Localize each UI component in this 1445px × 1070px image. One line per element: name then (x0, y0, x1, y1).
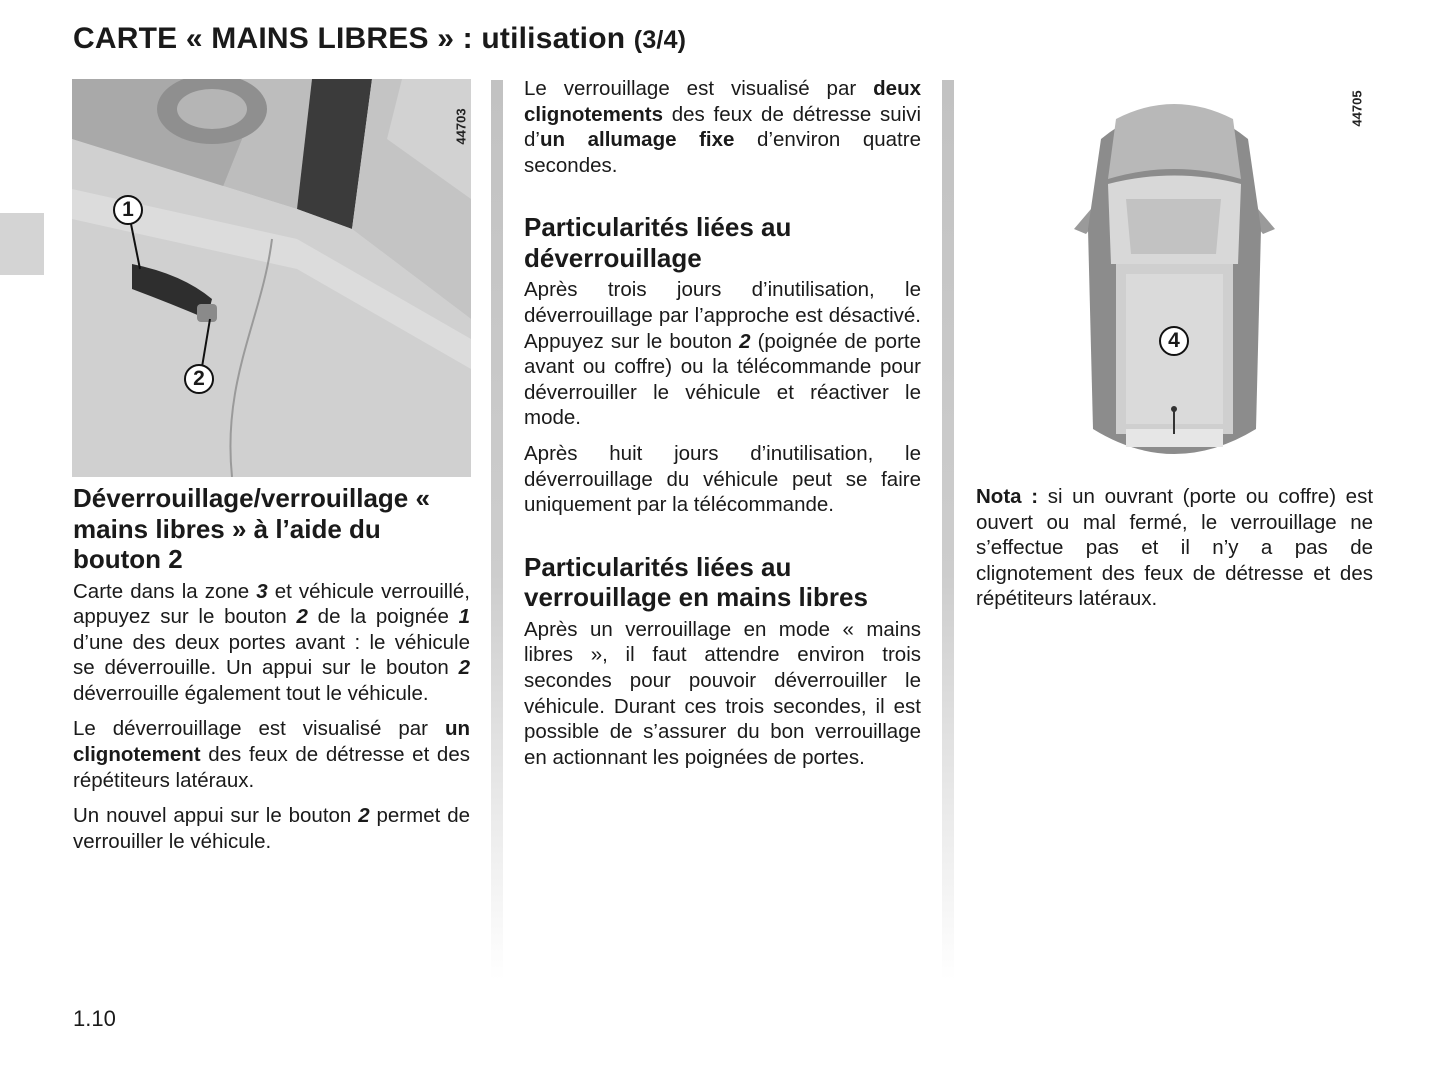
page-number: 1.10 (73, 1006, 116, 1031)
paragraph: Carte dans la zone 3 et véhicule verrouillé, appuyez sur le bouton 2 de la poignée 1 d’une des deux portes avant : le véhicule se déverrouille. Un appui sur le bouton 2 déverrouille également tout le véhicule. (73, 579, 470, 705)
callout-1: 1 (113, 195, 143, 225)
page-title (73, 22, 686, 56)
column-2 (524, 76, 921, 780)
figure-code: 44705 (1349, 90, 1365, 127)
callout-4: 4 (1159, 326, 1189, 356)
column-divider-2 (942, 80, 954, 980)
callout-2: 2 (184, 364, 214, 394)
column-divider-1 (491, 80, 503, 980)
column-3 (976, 484, 1373, 622)
car-top-view-illustration (976, 79, 1373, 477)
car-top-view-drawing (976, 79, 1373, 477)
nota-paragraph: Nota : si un ouvrant (porte ou coffre) est ouvert ou mal fermé, le verrouillage ne s’effectue pas et il n’y a pas de clignotement des feux de détresse et des répétiteurs latéraux. (976, 485, 1374, 611)
figure-code: 44703 (453, 108, 469, 145)
section-heading: Particularités liées au verrouillage en mains libres (524, 551, 868, 613)
nota-label: Nota : (976, 485, 1039, 508)
page-title-main: CARTE « MAINS LIBRES » : utilisation (73, 22, 626, 55)
section-heading: Déverrouillage/verrouillage « mains libres » à l’aide du bouton 2 (73, 483, 430, 574)
paragraph: Après trois jours d’inutilisation, le déverrouillage par l’approche est désactivé. Appuyez sur le bouton 2 (poignée de porte avant ou coffre) ou la télécommande pour déverrouiller le véhicule et réactiver le mode. (524, 278, 921, 430)
paragraph: Après huit jours d’inutilisation, le déverrouillage du véhicule peut se faire uniquement par la télécommande. (524, 441, 921, 517)
paragraph: Un nouvel appui sur le bouton 2 permet de verrouiller le véhicule. (73, 804, 470, 853)
column-1 (73, 483, 470, 864)
section-heading: Particularités liées au déverrouillage (524, 212, 792, 273)
door-handle-illustration (72, 79, 471, 477)
section-tab (0, 213, 44, 275)
page-title-suffix: (3/4) (633, 26, 687, 54)
paragraph: Le verrouillage est visualisé par deux clignotements des feux de détresse suivi d’un allumage fixe d’environ quatre secondes. (524, 77, 921, 177)
door-handle-drawing (72, 79, 471, 477)
paragraph: Après un verrouillage en mode « mains libres », il faut attendre environ trois secondes pour pouvoir déverrouiller le véhicule. Durant ces trois secondes, il est possible de s’assurer du bon verrouillage en actionnant les poignées de portes. (524, 617, 921, 769)
paragraph: Le déverrouillage est visualisé par un clignotement des feux de détresse et des répétiteurs latéraux. (73, 717, 470, 792)
